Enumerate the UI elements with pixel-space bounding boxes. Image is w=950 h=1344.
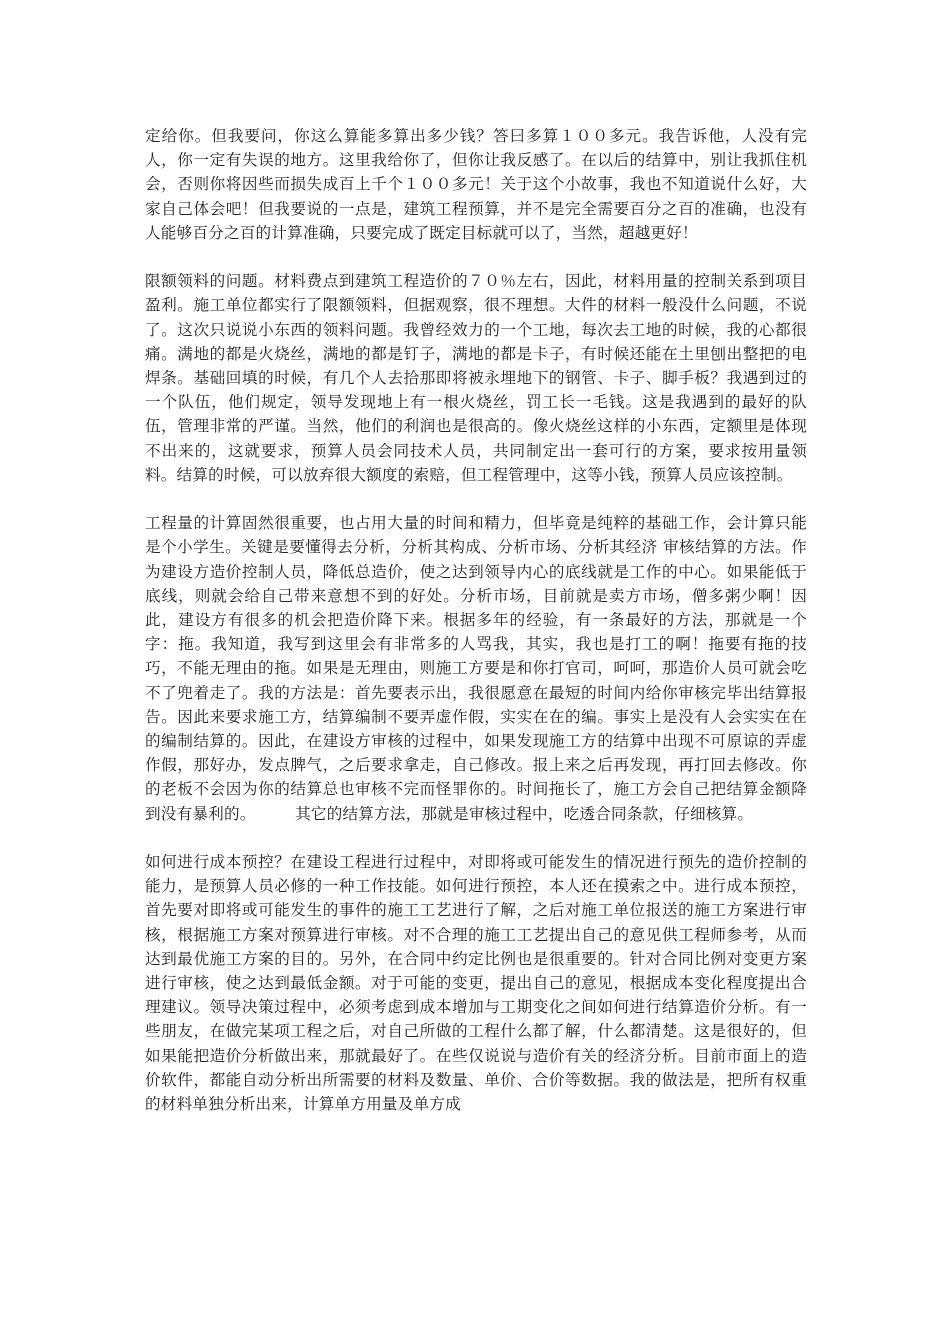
paragraph-material-quota: 限额领料的问题。材料费点到建筑工程造价的７０％左右，因此，材料用量的控制关系到项目盈利。施工单位都实行了限额领料，但据观察，很不理想。大件的材料一般没什么问题，不说了。这次只说说小东西的领料问题。我曾经效力的一个工地，每次去工地的时候，我的心都很痛。满地的都是火烧丝，满地的都是钉子，满地的都是卡子，有时候还能在土里刨出整把的电焊条。基础回填的时候，有几个人去拾那即将被永埋地下的钢管、卡子、脚手板？我遇到过的一个队伍，他们规定，领导发现地上有一根火烧丝，罚工长一毛钱。这是我遇到的最好的队伍，管理非常的严谨。当然，他们的利润也是很高的。像火烧丝这样的小东西，定额里是体现不出来的，这就要求，预算人员会同技术人员，共同制定出一套可行的方案，要求按用量领料。结算的时候，可以放弃很大额度的索赔，但工程管理中，这等小钱，预算人员应该控制。 bbox=[145, 272, 807, 484]
paragraph-settlement-story: 定给你。但我要问，你这么算能多算出多少钱？答曰多算１００多元。我告诉他，人没有完人，你一定有失误的地方。这里我给你了，但你让我反感了。在以后的结算中，别让我抓住机会，否则你将因些而损失成百上千个１００多元！关于这个小故事，我也不知道说什么好，大家自己体会吧！但我要说的一点是，建筑工程预算，并不是完全需要百分之百的准确，也没有人能够百分之百的计算准确，只要完成了既定目标就可以了，当然，超越更好！ bbox=[145, 127, 807, 242]
paragraph-quantity-analysis: 工程量的计算固然很重要，也占用大量的时间和精力，但毕竟是纯粹的基础工作，会计算只能是个小学生。关键是要懂得去分析，分析其构成、分析市场、分析其经济 审核结算的方法。作为建设方造价控制人员，降低总造价，使之达到领导内心的底线就是工作的中心。如果能低于底线，则就会给自己带来意想不到的好处。分析市场，目前就是卖方市场，僧多粥少啊！因此，建设方有很多的机会把造价降下来。根据多年的经验，有一条最好的方法，那就是一个字：拖。我知道，我写到这里会有非常多的人骂我，其实，我也是打工的啊！拖要有拖的技巧，不能无理由的拖。如果是无理由，则施工方要是和你打官司，呵呵，那造价人员可就会吃不了兜着走了。我的方法是：首先要表示出，我很愿意在最短的时间内给你审核完毕出结算报告。因此来要求施工方，结算编制不要弄虚作假，实实在在的编。事实上是没有人会实实在在的编制结算的。因此，在建设方审核的过程中，如果发现施工方的结算中出现不可原谅的弄虚作假，那好办，发点脾气，之后要求拿走，自己修改。报上来之后再发现，再打回去修改。你的老板不会因为你的结算总也审核不完而怪罪你的。时间拖长了，施工方会自己把结算金额降到没有暴利的。 其它的结算方法，那就是审核过程中，吃透合同条款，仔细核算。 bbox=[145, 514, 807, 823]
document-page bbox=[145, 124, 807, 1116]
paragraph-cost-precontrol: 如何进行成本预控？在建设工程进行过程中，对即将或可能发生的情况进行预先的造价控制的能力，是预算人员必修的一种工作技能。如何进行预控，本人还在摸索之中。进行成本预控，首先要对即将或可能发生的事件的施工工艺进行了解，之后对施工单位报送的施工方案进行审核，根据施工方案对预算进行审核。对不合理的施工工艺提出自己的意见供工程师参考，从而达到最优施工方案的目的。另外，在合同中约定比例也是很重要的。针对合同比例对变更方案进行审核，使之达到最低金额。对于可能的变更，提出自己的意见，根据成本变化程度提出合理建议。领导决策过程中，必须考虑到成本增加与工期变化之间如何进行结算造价分析。有一些朋友，在做完某项工程之后，对自己所做的工程什么都了解，什么都清楚。这是很好的，但如果能把造价分析做出来，那就最好了。在些仅说说与造价有关的经济分析。目前市面上的造价软件，都能自动分析出所需要的材料及数量、单价、合价等数据。我的做法是，把所有权重的材料单独分析出来，计算单方用量及单方成 bbox=[145, 853, 807, 1114]
